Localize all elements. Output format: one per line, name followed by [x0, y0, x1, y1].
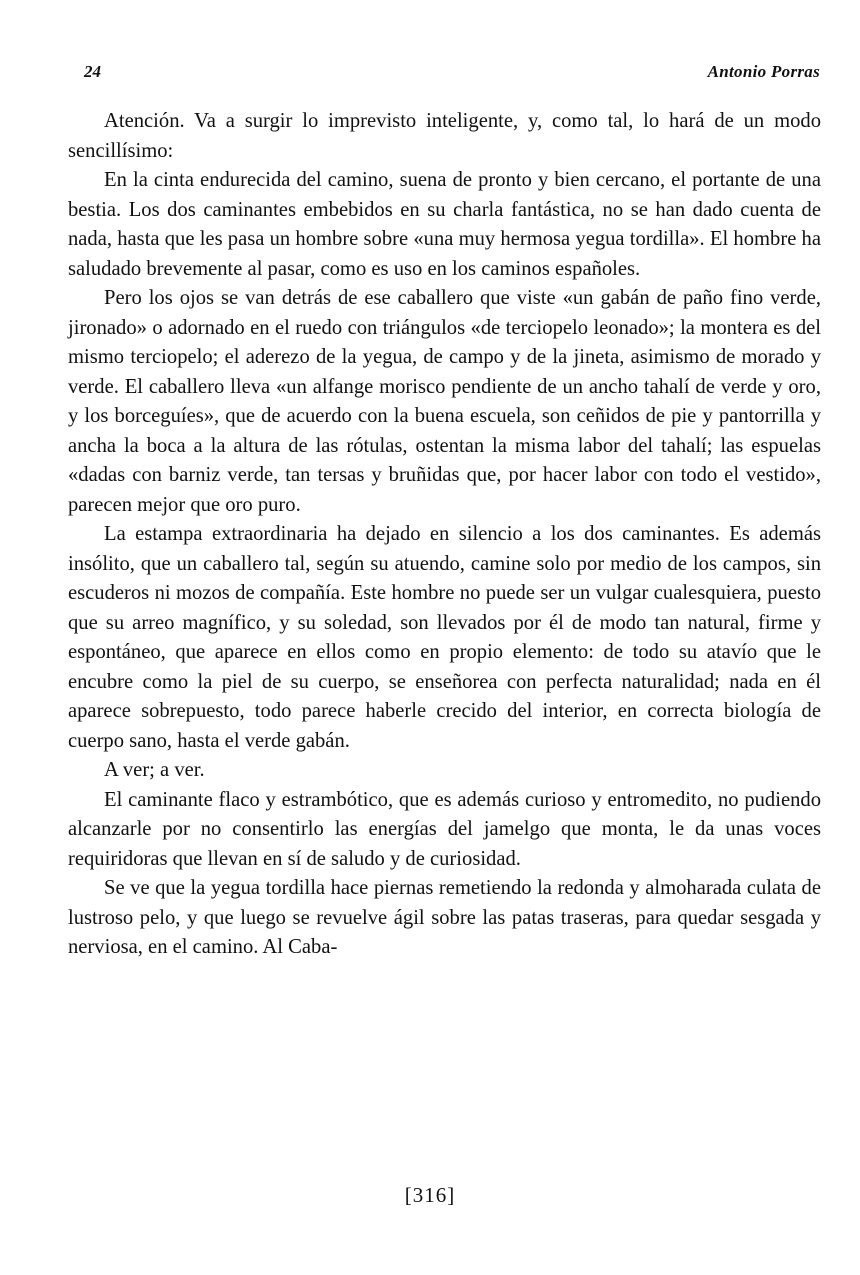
paragraph: En la cinta endurecida del camino, suena de pronto y bien cercano, el portante de una bestia. Los dos caminantes embebidos en su charla fantástica, no se han dado cuenta de nada, hasta que les pasa un hombre sobre «una muy hermosa yegua tordilla». El hombre ha saludado brevemente al pasar, como es uso en los caminos españoles.: [68, 169, 821, 280]
paragraph: Atención. Va a surgir lo imprevisto inteligente, y, como tal, lo hará de un modo sencillísimo:: [68, 110, 821, 162]
page-header: [84, 62, 820, 88]
paragraph: El caminante flaco y estrambótico, que es además curioso y entromedito, no pudiendo alcanzarle por no consentirlo las energías del jamelgo que monta, le da unas voces requiridoras que llevan en sí de saludo y de curiosidad.: [68, 788, 821, 870]
paragraph: Pero los ojos se van detrás de ese caballero que viste «un gabán de paño fino verde, jironado» o adornado en el ruedo con triángulos «de terciopelo leonado»; la montera es del mismo terciopelo; el aderezo de la yegua, de campo y de la jineta, asimismo de morado y verde. El caballero lleva «un alfange morisco pendiente de un ancho tahalí de verde y oro, y los borceguíes», que de acuerdo con la buena escuela, son ceñidos de pie y pantorrilla y ancha la boca a la altura de las rótulas, ostentan la misma labor del tahalí; las espuelas «dadas con barniz verde, tan tersas y bruñidas que, por hacer labor con todo el vestido», parecen mejor que oro puro.: [68, 287, 821, 516]
body-text: [68, 107, 821, 963]
paragraph: A ver; a ver.: [104, 759, 205, 781]
paragraph: La estampa extraordinaria ha dejado en silencio a los dos caminantes. Es además insólito, que un caballero tal, según su atuendo, camine solo por medio de los campos, sin escuderos ni mozos de compañía. Este hombre no puede ser un vulgar cualesquiera, puesto que su arreo magnífico, y su soledad, son llevados por él de modo tan natural, firme y espontáneo, que aparece en ellos como en propio elemento: de todo su atavío que le encubre como la piel de su cuerpo, se enseñorea con perfecta naturalidad; nada en él aparece sobrepuesto, todo parece haberle crecido del interior, en correcta biología de cuerpo sano, hasta el verde gabán.: [68, 523, 821, 752]
paragraph: Se ve que la yegua tordilla hace piernas remetiendo la redonda y almoharada culata de lustroso pelo, y que luego se revuelve ágil sobre las patas traseras, para quedar sesgada y nerviosa, en el camino. Al Caba-: [68, 877, 821, 958]
page-number: 24: [84, 62, 101, 81]
running-head-author: Antonio Porras: [707, 62, 820, 81]
folio-number: [316]: [404, 1183, 456, 1207]
